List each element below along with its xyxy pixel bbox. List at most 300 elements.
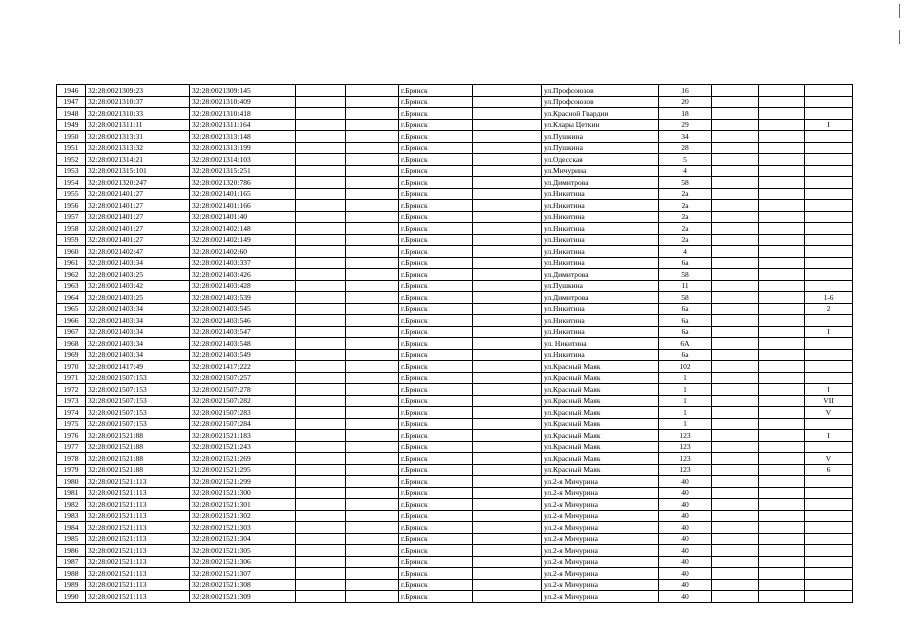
land-cadastral-number: 32:28:0021403:34 (86, 257, 190, 269)
row-number: 1990 (57, 591, 86, 603)
land-cadastral-number: 32:28:0021401:27 (86, 188, 190, 200)
blank-cell (346, 430, 399, 442)
blank-cell (346, 257, 399, 269)
premises-cell (805, 579, 853, 591)
street-cell: ул.Красный Маяк (542, 361, 659, 373)
land-cadastral-number: 32:28:0021313:31 (86, 131, 190, 143)
street-cell: ул.2-я Мичурина (542, 556, 659, 568)
premises-cell (805, 257, 853, 269)
land-cadastral-number: 32:28:0021401:27 (86, 211, 190, 223)
table-row (57, 441, 853, 453)
row-number: 1955 (57, 188, 86, 200)
street-cell: ул.Клары Цеткин (542, 119, 659, 131)
city-cell: г.Брянск (399, 177, 473, 189)
house-number-cell: 40 (659, 579, 712, 591)
blank-cell (346, 372, 399, 384)
street-cell: ул.2-я Мичурина (542, 533, 659, 545)
blank-cell (759, 200, 805, 212)
street-cell: ул.Димитрова (542, 292, 659, 304)
row-number: 1953 (57, 165, 86, 177)
blank-cell (759, 211, 805, 223)
street-cell: ул.Красный Маяк (542, 395, 659, 407)
row-number: 1961 (57, 257, 86, 269)
blank-cell (296, 384, 346, 396)
building-cadastral-number: 32:28:0021507:282 (190, 395, 296, 407)
land-cadastral-number: 32:28:0021417:49 (86, 361, 190, 373)
blank-cell (346, 165, 399, 177)
blank-cell (296, 556, 346, 568)
blank-cell (759, 349, 805, 361)
land-cadastral-number: 32:28:0021403:34 (86, 326, 190, 338)
row-number: 1973 (57, 395, 86, 407)
row-number: 1977 (57, 441, 86, 453)
blank-cell (346, 568, 399, 580)
table-row (57, 591, 853, 603)
blank-cell (346, 510, 399, 522)
blank-cell (759, 269, 805, 281)
building-cadastral-number: 32:28:0021521:305 (190, 545, 296, 557)
blank-cell (296, 453, 346, 465)
city-cell: г.Брянск (399, 234, 473, 246)
land-cadastral-number: 32:28:0021401:27 (86, 223, 190, 235)
blank-cell (759, 177, 805, 189)
blank-cell (759, 533, 805, 545)
building-cadastral-number: 32:28:0021403:547 (190, 326, 296, 338)
blank-cell (712, 165, 759, 177)
blank-cell (473, 211, 542, 223)
premises-cell (805, 338, 853, 350)
blank-cell (473, 510, 542, 522)
blank-cell (712, 108, 759, 120)
blank-cell (346, 453, 399, 465)
city-cell: г.Брянск (399, 211, 473, 223)
blank-cell (759, 223, 805, 235)
street-cell: ул.Красный Маяк (542, 441, 659, 453)
city-cell: г.Брянск (399, 154, 473, 166)
blank-cell (473, 395, 542, 407)
blank-cell (346, 361, 399, 373)
blank-cell (759, 384, 805, 396)
house-number-cell: 1 (659, 418, 712, 430)
row-number: 1952 (57, 154, 86, 166)
building-cadastral-number: 32:28:0021401:166 (190, 200, 296, 212)
premises-cell (805, 499, 853, 511)
city-cell: г.Брянск (399, 315, 473, 327)
house-number-cell: 11 (659, 280, 712, 292)
blank-cell (296, 430, 346, 442)
row-number: 1957 (57, 211, 86, 223)
house-number-cell: 40 (659, 499, 712, 511)
table-row (57, 96, 853, 108)
blank-cell (473, 269, 542, 281)
house-number-cell: 2а (659, 188, 712, 200)
city-cell: г.Брянск (399, 165, 473, 177)
street-cell: ул.Красный Маяк (542, 407, 659, 419)
house-number-cell: 102 (659, 361, 712, 373)
blank-cell (712, 246, 759, 258)
premises-cell (805, 96, 853, 108)
street-cell: ул.Красный Маяк (542, 430, 659, 442)
blank-cell (296, 510, 346, 522)
blank-cell (346, 476, 399, 488)
table-row (57, 510, 853, 522)
blank-cell (296, 441, 346, 453)
house-number-cell: 123 (659, 430, 712, 442)
house-number-cell: 40 (659, 533, 712, 545)
blank-cell (473, 441, 542, 453)
blank-cell (346, 464, 399, 476)
table-row (57, 85, 853, 97)
house-number-cell: 6а (659, 303, 712, 315)
blank-cell (296, 188, 346, 200)
blank-cell (296, 418, 346, 430)
street-cell: ул.Никитина (542, 246, 659, 258)
blank-cell (759, 372, 805, 384)
blank-cell (473, 476, 542, 488)
blank-cell (759, 85, 805, 97)
street-cell: ул.Пушкина (542, 280, 659, 292)
blank-cell (759, 142, 805, 154)
blank-cell (296, 349, 346, 361)
blank-cell (712, 96, 759, 108)
premises-cell (805, 522, 853, 534)
blank-cell (473, 85, 542, 97)
house-number-cell: 29 (659, 119, 712, 131)
blank-cell (473, 303, 542, 315)
blank-cell (712, 269, 759, 281)
blank-cell (296, 545, 346, 557)
blank-cell (346, 407, 399, 419)
table-row (57, 119, 853, 131)
table-row (57, 568, 853, 580)
premises-cell (805, 533, 853, 545)
house-number-cell: 20 (659, 96, 712, 108)
building-cadastral-number: 32:28:0021311:164 (190, 119, 296, 131)
street-cell: ул.Никитина (542, 315, 659, 327)
city-cell: г.Брянск (399, 361, 473, 373)
row-number: 1979 (57, 464, 86, 476)
blank-cell (473, 280, 542, 292)
building-cadastral-number: 32:28:0021521:307 (190, 568, 296, 580)
table-row (57, 430, 853, 442)
blank-cell (712, 510, 759, 522)
house-number-cell: 123 (659, 441, 712, 453)
table-row (57, 361, 853, 373)
building-cadastral-number: 32:28:0021320:786 (190, 177, 296, 189)
blank-cell (346, 545, 399, 557)
premises-cell (805, 487, 853, 499)
blank-cell (712, 280, 759, 292)
blank-cell (759, 579, 805, 591)
street-cell: ул.Никитина (542, 349, 659, 361)
row-number: 1976 (57, 430, 86, 442)
blank-cell (759, 545, 805, 557)
table-row (57, 142, 853, 154)
blank-cell (296, 326, 346, 338)
blank-cell (759, 326, 805, 338)
premises-cell (805, 131, 853, 143)
city-cell: г.Брянск (399, 487, 473, 499)
blank-cell (346, 556, 399, 568)
blank-cell (473, 338, 542, 350)
blank-cell (473, 418, 542, 430)
blank-cell (712, 326, 759, 338)
blank-cell (712, 338, 759, 350)
blank-cell (296, 211, 346, 223)
building-cadastral-number: 32:28:0021417:222 (190, 361, 296, 373)
blank-cell (346, 292, 399, 304)
blank-cell (346, 223, 399, 235)
land-cadastral-number: 32:28:0021314:21 (86, 154, 190, 166)
blank-cell (473, 499, 542, 511)
street-cell: ул.Никитина (542, 234, 659, 246)
city-cell: г.Брянск (399, 499, 473, 511)
land-cadastral-number: 32:28:0021521:113 (86, 556, 190, 568)
house-number-cell: 18 (659, 108, 712, 120)
city-cell: г.Брянск (399, 418, 473, 430)
blank-cell (712, 257, 759, 269)
land-cadastral-number: 32:28:0021521:113 (86, 533, 190, 545)
house-number-cell: 2а (659, 234, 712, 246)
premises-cell (805, 568, 853, 580)
blank-cell (712, 407, 759, 419)
blank-cell (296, 280, 346, 292)
blank-cell (712, 142, 759, 154)
city-cell: г.Брянск (399, 257, 473, 269)
table-row (57, 487, 853, 499)
land-cadastral-number: 32:28:0021521:88 (86, 464, 190, 476)
street-cell: ул.2-я Мичурина (542, 591, 659, 603)
land-cadastral-number: 32:28:0021313:32 (86, 142, 190, 154)
table-row (57, 499, 853, 511)
blank-cell (712, 591, 759, 603)
city-cell: г.Брянск (399, 338, 473, 350)
table-row (57, 234, 853, 246)
blank-cell (473, 464, 542, 476)
blank-cell (473, 119, 542, 131)
blank-cell (759, 315, 805, 327)
table-row (57, 165, 853, 177)
city-cell: г.Брянск (399, 384, 473, 396)
blank-cell (296, 269, 346, 281)
house-number-cell: 123 (659, 453, 712, 465)
blank-cell (759, 257, 805, 269)
street-cell: ул.2-я Мичурина (542, 568, 659, 580)
table-row (57, 522, 853, 534)
table-row (57, 257, 853, 269)
blank-cell (346, 441, 399, 453)
blank-cell (759, 361, 805, 373)
blank-cell (712, 464, 759, 476)
blank-cell (759, 188, 805, 200)
building-cadastral-number: 32:28:0021403:428 (190, 280, 296, 292)
building-cadastral-number: 32:28:0021507:278 (190, 384, 296, 396)
street-cell: ул.Красный Маяк (542, 453, 659, 465)
city-cell: г.Брянск (399, 223, 473, 235)
premises-cell (805, 177, 853, 189)
blank-cell (346, 154, 399, 166)
street-cell: ул.Красный Маяк (542, 418, 659, 430)
blank-cell (473, 326, 542, 338)
street-cell: ул.Никитина (542, 223, 659, 235)
blank-cell (712, 292, 759, 304)
city-cell: г.Брянск (399, 85, 473, 97)
table-row (57, 453, 853, 465)
street-cell: ул.Димитрова (542, 177, 659, 189)
blank-cell (759, 464, 805, 476)
blank-cell (473, 591, 542, 603)
row-number: 1975 (57, 418, 86, 430)
premises-cell (805, 556, 853, 568)
row-number: 1958 (57, 223, 86, 235)
land-cadastral-number: 32:28:0021507:153 (86, 407, 190, 419)
city-cell: г.Брянск (399, 119, 473, 131)
building-cadastral-number: 32:28:0021521:269 (190, 453, 296, 465)
blank-cell (712, 361, 759, 373)
house-number-cell: 6а (659, 349, 712, 361)
blank-cell (346, 487, 399, 499)
row-number: 1962 (57, 269, 86, 281)
land-cadastral-number: 32:28:0021521:113 (86, 499, 190, 511)
premises-cell (805, 349, 853, 361)
premises-cell (805, 510, 853, 522)
table-row (57, 269, 853, 281)
house-number-cell: 28 (659, 142, 712, 154)
table-row (57, 131, 853, 143)
row-number: 1947 (57, 96, 86, 108)
city-cell: г.Брянск (399, 453, 473, 465)
blank-cell (473, 142, 542, 154)
house-number-cell: 40 (659, 476, 712, 488)
row-number: 1954 (57, 177, 86, 189)
blank-cell (296, 533, 346, 545)
building-cadastral-number: 32:28:0021521:309 (190, 591, 296, 603)
blank-cell (759, 165, 805, 177)
row-number: 1959 (57, 234, 86, 246)
street-cell: ул.2-я Мичурина (542, 579, 659, 591)
blank-cell (473, 257, 542, 269)
premises-cell: VII (805, 395, 853, 407)
house-number-cell: 34 (659, 131, 712, 143)
page-edge-mark (899, 30, 900, 44)
blank-cell (296, 142, 346, 154)
blank-cell (296, 568, 346, 580)
premises-cell: I (805, 384, 853, 396)
street-cell: ул.Профсоюзов (542, 85, 659, 97)
blank-cell (473, 223, 542, 235)
land-cadastral-number: 32:28:0021403:42 (86, 280, 190, 292)
blank-cell (346, 591, 399, 603)
house-number-cell: 40 (659, 487, 712, 499)
premises-cell (805, 211, 853, 223)
land-cadastral-number: 32:28:0021403:25 (86, 292, 190, 304)
blank-cell (759, 407, 805, 419)
city-cell: г.Брянск (399, 522, 473, 534)
city-cell: г.Брянск (399, 142, 473, 154)
table-row (57, 407, 853, 419)
blank-cell (296, 246, 346, 258)
land-cadastral-number: 32:28:0021403:34 (86, 349, 190, 361)
table-row (57, 418, 853, 430)
city-cell: г.Брянск (399, 579, 473, 591)
street-cell: ул.Красной Гвардии (542, 108, 659, 120)
blank-cell (473, 234, 542, 246)
street-cell: ул.Профсоюзов (542, 96, 659, 108)
land-cadastral-number: 32:28:0021521:113 (86, 579, 190, 591)
blank-cell (346, 303, 399, 315)
blank-cell (346, 315, 399, 327)
house-number-cell: 2а (659, 200, 712, 212)
blank-cell (296, 177, 346, 189)
building-cadastral-number: 32:28:0021507:284 (190, 418, 296, 430)
blank-cell (759, 108, 805, 120)
land-cadastral-number: 32:28:0021507:153 (86, 395, 190, 407)
street-cell: ул.Мичурина (542, 165, 659, 177)
building-cadastral-number: 32:28:0021521:304 (190, 533, 296, 545)
blank-cell (759, 430, 805, 442)
city-cell: г.Брянск (399, 131, 473, 143)
blank-cell (712, 188, 759, 200)
street-cell: ул.Никитина (542, 303, 659, 315)
building-cadastral-number: 32:28:0021521:308 (190, 579, 296, 591)
blank-cell (712, 384, 759, 396)
blank-cell (759, 522, 805, 534)
city-cell: г.Брянск (399, 326, 473, 338)
blank-cell (712, 499, 759, 511)
land-cadastral-number: 32:28:0021310:37 (86, 96, 190, 108)
row-number: 1968 (57, 338, 86, 350)
blank-cell (712, 418, 759, 430)
table-row (57, 200, 853, 212)
building-cadastral-number: 32:28:0021403:545 (190, 303, 296, 315)
blank-cell (712, 568, 759, 580)
premises-cell: 1-6 (805, 292, 853, 304)
blank-cell (296, 591, 346, 603)
premises-cell: 2 (805, 303, 853, 315)
land-cadastral-number: 32:28:0021401:27 (86, 200, 190, 212)
premises-cell (805, 361, 853, 373)
blank-cell (759, 292, 805, 304)
blank-cell (346, 211, 399, 223)
house-number-cell: 1 (659, 407, 712, 419)
building-cadastral-number: 32:28:0021521:243 (190, 441, 296, 453)
building-cadastral-number: 32:28:0021403:539 (190, 292, 296, 304)
blank-cell (346, 142, 399, 154)
premises-cell: I (805, 430, 853, 442)
premises-cell (805, 85, 853, 97)
blank-cell (473, 556, 542, 568)
blank-cell (346, 579, 399, 591)
city-cell: г.Брянск (399, 510, 473, 522)
blank-cell (759, 568, 805, 580)
building-cadastral-number: 32:28:0021521:306 (190, 556, 296, 568)
blank-cell (346, 349, 399, 361)
street-cell: ул.Никитина (542, 188, 659, 200)
premises-cell (805, 223, 853, 235)
blank-cell (759, 131, 805, 143)
blank-cell (473, 453, 542, 465)
land-cadastral-number: 32:28:0021521:88 (86, 453, 190, 465)
blank-cell (296, 257, 346, 269)
city-cell: г.Брянск (399, 246, 473, 258)
blank-cell (712, 200, 759, 212)
table-row (57, 579, 853, 591)
blank-cell (759, 119, 805, 131)
building-cadastral-number: 32:28:0021521:299 (190, 476, 296, 488)
blank-cell (346, 131, 399, 143)
land-cadastral-number: 32:28:0021309:23 (86, 85, 190, 97)
street-cell: ул.Никитина (542, 257, 659, 269)
